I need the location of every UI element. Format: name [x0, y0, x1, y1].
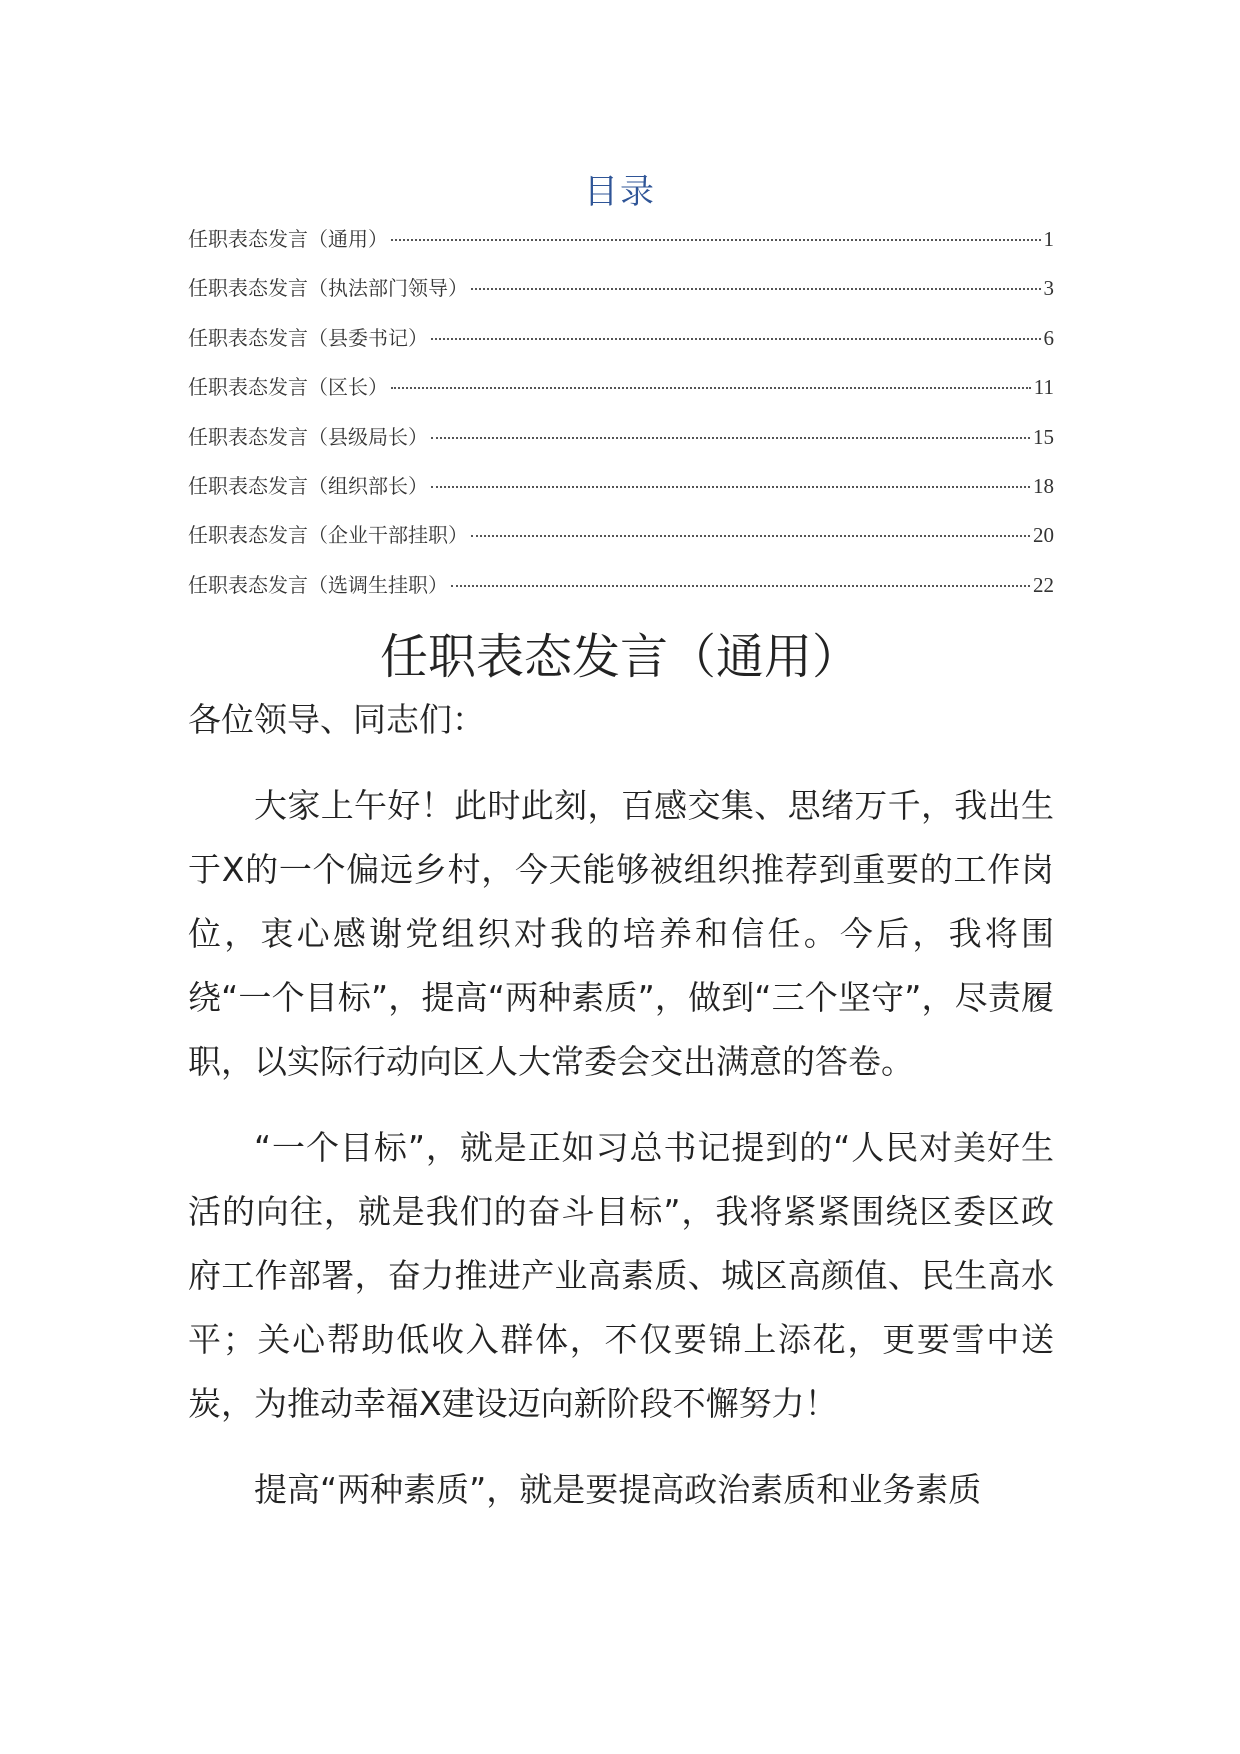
- toc-item-page: 1: [1043, 227, 1054, 251]
- greeting: 各位领导、同志们：: [188, 700, 485, 739]
- toc-leader-dots: [431, 486, 1030, 488]
- toc-item-page: 11: [1033, 375, 1054, 400]
- toc-leader-dots: [451, 585, 1030, 587]
- toc-item-page: 6: [1043, 325, 1054, 350]
- toc-item[interactable]: [188, 323, 1054, 372]
- toc-item-label: 任职表态发言（组织部长）: [188, 473, 428, 498]
- toc-item[interactable]: [188, 273, 1054, 322]
- toc-item-label: 任职表态发言（区长）: [188, 375, 388, 400]
- toc-leader-dots: [431, 437, 1030, 439]
- toc-leader-dots: [471, 535, 1030, 537]
- toc-item-page: 22: [1033, 572, 1054, 597]
- toc-item[interactable]: [188, 372, 1054, 421]
- table-of-contents: [188, 224, 1054, 619]
- body-paragraph: 提高“两种素质”，就是要提高政治素质和业务素质: [254, 1470, 982, 1509]
- toc-item[interactable]: [188, 570, 1054, 619]
- toc-item-label: 任职表态发言（执法部门领导）: [188, 276, 468, 301]
- toc-leader-dots: [391, 239, 1041, 241]
- toc-item-label: 任职表态发言（选调生挂职）: [188, 572, 448, 597]
- toc-item-label: 任职表态发言（县级局长）: [188, 424, 428, 449]
- toc-item-page: 3: [1043, 276, 1054, 301]
- body-paragraph: “一个目标”，就是正如习总书记提到的“人民对美好生活的向往，就是我们的奋斗目标”，我将紧紧围绕区委区政府工作部署，奋力推进产业高素质、城区高颜值、民生高水平；关心帮助低收入群体，不仅要锦上添花，更要雪中送炭，为推动幸福X建设迈向新阶段不懈努力！: [188, 1128, 1054, 1423]
- toc-leader-dots: [391, 387, 1031, 389]
- toc-item-page: 20: [1033, 523, 1054, 548]
- toc-item[interactable]: [188, 471, 1054, 520]
- toc-leader-dots: [431, 338, 1041, 340]
- toc-leader-dots: [471, 288, 1041, 290]
- toc-item-label: 任职表态发言（企业干部挂职）: [188, 523, 468, 548]
- toc-title: 目录: [584, 172, 656, 212]
- toc-item-page: 15: [1033, 424, 1054, 449]
- document-title: 任职表态发言（通用）: [379, 629, 860, 685]
- toc-item[interactable]: [188, 520, 1054, 569]
- body-paragraph: 大家上午好！此时此刻，百感交集、思绪万千，我出生于X的一个偏远乡村，今天能够被组织推荐到重要的工作岗位，衷心感谢党组织对我的培养和信任。今后，我将围绕“一个目标”，提高“两种素质”，做到“三个坚守”，尽责履职，以实际行动向区人大常委会交出满意的答卷。: [188, 786, 1054, 1081]
- document-body: [188, 688, 1054, 1544]
- toc-item-label: 任职表态发言（通用）: [188, 227, 388, 251]
- toc-item[interactable]: [188, 224, 1054, 273]
- toc-item-page: 18: [1033, 473, 1054, 498]
- toc-item[interactable]: [188, 422, 1054, 471]
- toc-item-label: 任职表态发言（县委书记）: [188, 325, 428, 350]
